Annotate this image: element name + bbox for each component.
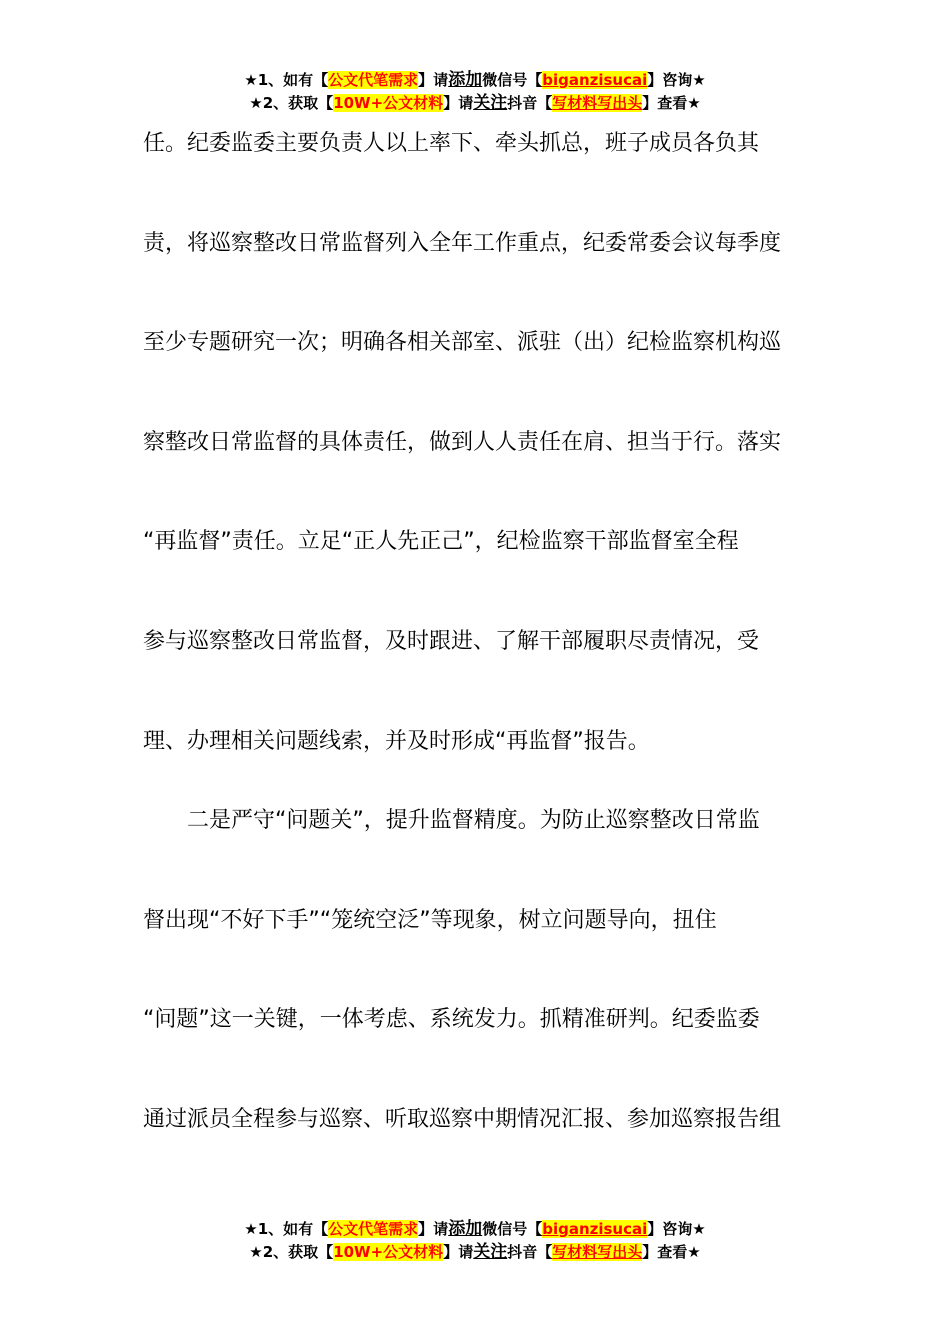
- banner-text: 抖音【: [507, 94, 553, 112]
- banner-line-1: [0, 69, 950, 92]
- banner-emphasis: 关注: [473, 1242, 508, 1262]
- body-line: 通过派员全程参与巡察、听取巡察中期情况汇报、参加巡察报告组: [143, 1107, 782, 1132]
- banner-highlight: 10W+公文材料: [333, 1243, 444, 1261]
- banner-line-2: [0, 92, 950, 115]
- body-line: “再监督”责任。立足“正人先正己”，纪检监察干部监督室全程: [143, 529, 739, 554]
- body-line: 理、办理相关问题线索，并及时形成“再监督”报告。: [143, 729, 650, 754]
- banner-emphasis: 关注: [473, 93, 508, 113]
- banner-highlight: 公文代笔需求: [328, 1220, 419, 1238]
- body-line: “问题”这一关键，一体考虑、系统发力。抓精准研判。纪委监委: [143, 1007, 760, 1032]
- header-banner: [0, 69, 950, 115]
- banner-text: 】请: [443, 1243, 474, 1261]
- paragraph-start-line: 二是严守“问题关”，提升监督精度。为防止巡察整改日常监: [143, 808, 760, 833]
- banner-text: 微信号【: [482, 1220, 543, 1238]
- banner-text: 】请: [418, 71, 449, 89]
- banner-text: ★1、如有【: [244, 1220, 329, 1238]
- body-line: 察整改日常监督的具体责任，做到人人责任在肩、担当于行。落实: [143, 430, 782, 455]
- banner-text: ★2、获取【: [249, 94, 334, 112]
- douyin-account: 写材料写出头: [552, 1243, 643, 1261]
- banner-line-1: [0, 1218, 950, 1241]
- wechat-id: biganzisucai: [542, 71, 648, 89]
- banner-text: 】请: [443, 94, 474, 112]
- body-line: 参与巡察整改日常监督，及时跟进、了解干部履职尽责情况，受: [143, 629, 760, 654]
- banner-text: ★1、如有【: [244, 71, 329, 89]
- wechat-id: biganzisucai: [542, 1220, 648, 1238]
- body-line: 至少专题研究一次；明确各相关部室、派驻（出）纪检监察机构巡: [143, 330, 782, 355]
- banner-emphasis: 添加: [448, 1219, 483, 1239]
- body-line: 任。纪委监委主要负责人以上率下、牵头抓总，班子成员各负其: [143, 131, 760, 156]
- banner-emphasis: 添加: [448, 70, 483, 90]
- banner-text: 】咨询★: [647, 71, 706, 89]
- banner-line-2: [0, 1241, 950, 1264]
- banner-text: 】请: [418, 1220, 449, 1238]
- banner-highlight: 公文代笔需求: [328, 71, 419, 89]
- banner-text: 】查看★: [642, 1243, 701, 1261]
- banner-text: ★2、获取【: [249, 1243, 334, 1261]
- douyin-account: 写材料写出头: [552, 94, 643, 112]
- banner-text: 微信号【: [482, 71, 543, 89]
- footer-banner: [0, 1218, 950, 1264]
- banner-text: 抖音【: [507, 1243, 553, 1261]
- banner-text: 】咨询★: [647, 1220, 706, 1238]
- banner-highlight: 10W+公文材料: [333, 94, 444, 112]
- banner-text: 】查看★: [642, 94, 701, 112]
- body-line: 责，将巡察整改日常监督列入全年工作重点，纪委常委会议每季度: [143, 231, 782, 256]
- body-line: 督出现“不好下手”“笼统空泛”等现象，树立问题导向，扭住: [143, 908, 717, 933]
